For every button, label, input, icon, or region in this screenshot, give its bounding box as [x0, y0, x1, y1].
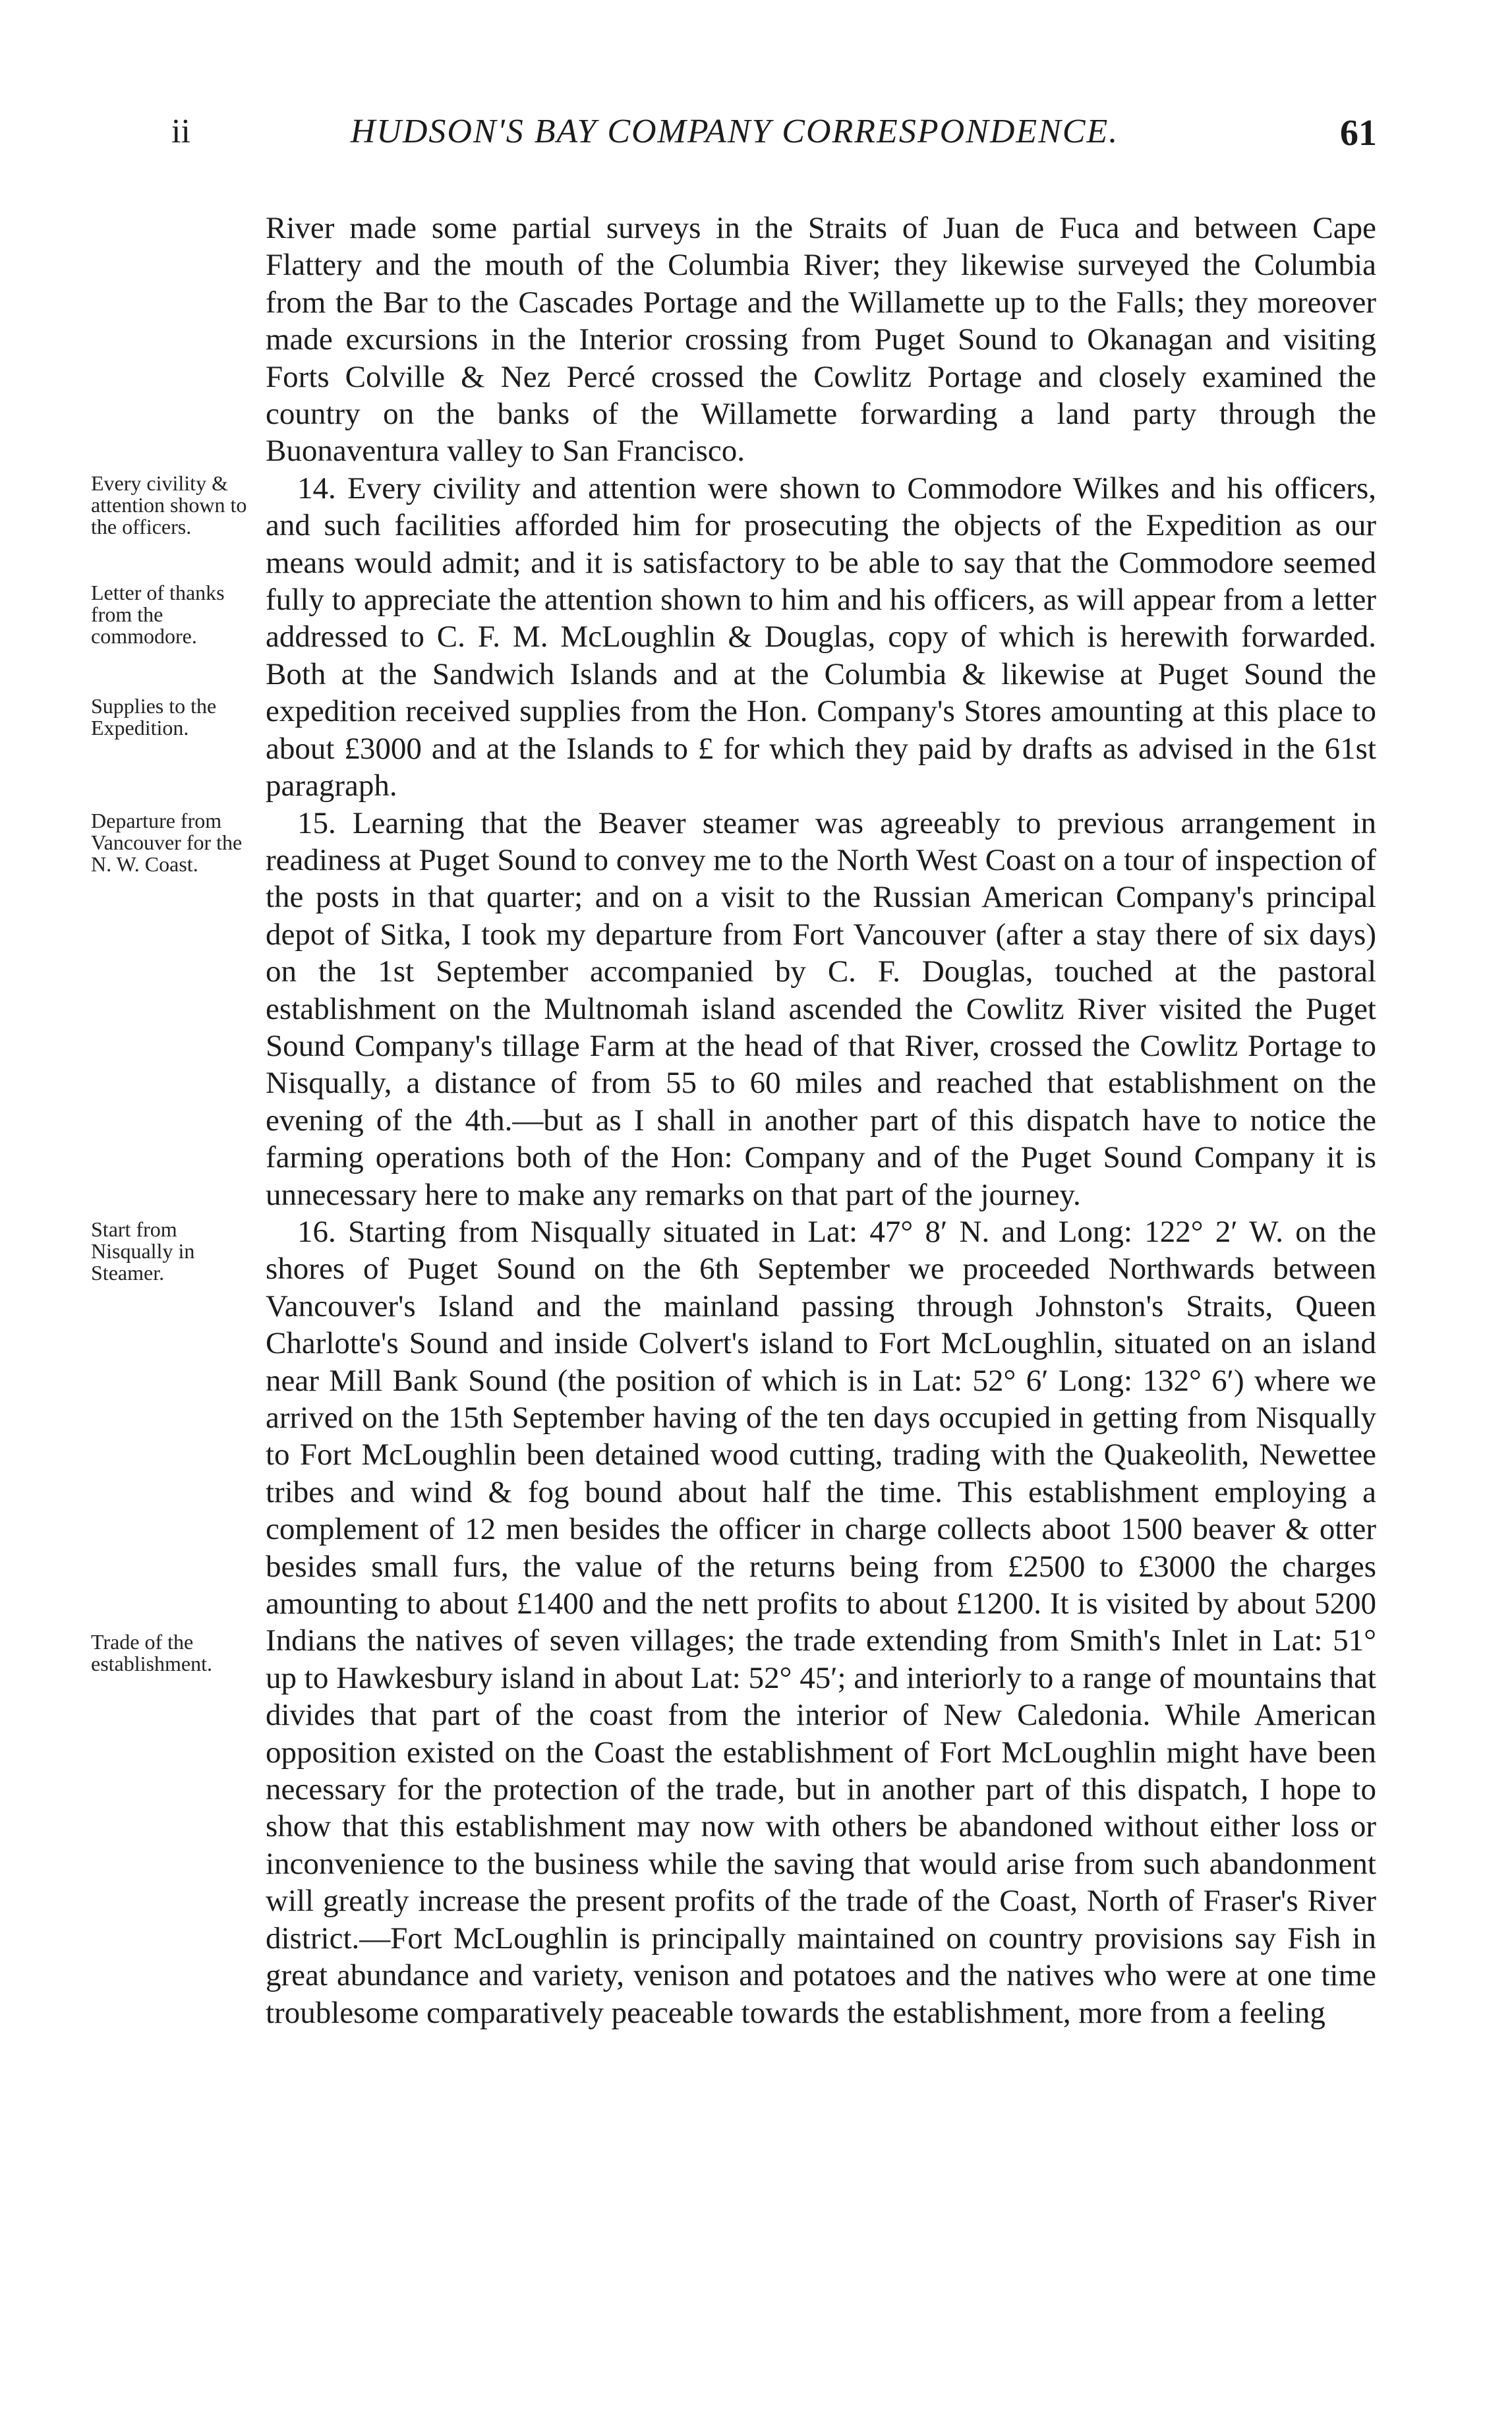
page-number: 61 [1340, 113, 1377, 154]
paragraph-text: River made some partial surveys in the Straits of Juan de Fuca and between Cape Flattery and the mouth of the Columbia River; they likewise surveyed the Columbia from the Bar to the Cascades Portage and the Willamette up to the Falls; they moreover made excursions in the Interior crossing from Puget Sound to Okanagan and visiting Forts Colville & Nez Percé crossed the Cowlitz Portage and closely examined the country on the banks of the Willamette forwarding a land party through the Buonaventura valley to San Francisco. [266, 211, 1376, 469]
margin-note-supplies: Supplies to the Expedition. [91, 693, 217, 740]
paragraph-16 [91, 1213, 1376, 2031]
paragraph-15 [91, 805, 1376, 1213]
paragraph-text: 15. Learning that the Beaver steamer was agreeably to previous arrangement in readiness at Puget Sound to convey me to the North West Coast on a tour of inspection of the posts in that quarter; and on a visit to the Russian American Company's principal depot of Sitka, I took my departure from Fort Vancouver (after a stay there of six days) on the 1st September accompanied by C. F. Douglas, touched at the pastoral establishment on the Multnomah island ascended the Cowlitz River visited the Puget Sound Company's tillage Farm at the head of that River, crossed the Cowlitz Portage to Nisqually, a distance of from 55 to 60 miles and reached that establishment on the evening of the 4th.—but as I shall in another part of this dispatch have to notice the farming operations both of the Hon: Company and of the Puget Sound Company it is unnecessary here to make any remarks on that part of the journey. [266, 805, 1376, 1212]
running-title: HUDSON'S BAY COMPANY CORRESPONDENCE. [350, 113, 1119, 150]
running-header [92, 112, 1377, 171]
margin-note-trade: Trade of the establishment. [91, 1629, 212, 1675]
paragraph-text: 14. Every civility and attention were shown to Commodore Wilkes and his officers, and such facilities afforded him for prosecuting the objects of the Expedition as our means would admit; and it is satisfactory to be able to say that the Commodore seemed fully to appreciate the attention shown to him and his officers, as will appear from a letter addressed to C. F. M. McLoughlin & Douglas, copy of which is herewith forwarded. Both at the Sandwich Islands and at the Columbia & likewise at Puget Sound the expedition received supplies from the Hon. Company's Stores amounting at this place to about £3000 and at the Islands to £ for which they paid by drafts as advised in the 61st paragraph. [266, 471, 1376, 803]
page-body [91, 210, 1376, 2031]
paragraph-13-continuation [91, 210, 1376, 470]
paragraph-text: 16. Starting from Nisqually situated in Lat: 47° 8′ N. and Long: 122° 2′ W. on the shores of Puget Sound on the 6th September we proceeded Northwards between Vancouver's Island and the mainland passing through Johnston's Straits, Queen Charlotte's Sound and inside Colvert's island to Fort McLoughlin, situated on an island near Mill Bank Sound (the position of which is in Lat: 52° 6′ Long: 132° 6′) where we arrived on the 15th September having of the ten days occupied in getting from Nisqually to Fort McLoughlin been detained wood cutting, trading with the Quakeolith, Newettee tribes and wind & fog bound about half the time. This establishment employing a complement of 12 men besides the officer in charge collects aboot 1500 beaver & otter besides small furs, the value of the returns being from £2500 to £3000 the charges amounting to about £1400 and the nett profits to about £1200. It is visited by about 5200 Indians the natives of seven villages; the trade extending from Smith's Inlet in Lat: 51° up to Hawkesbury island in about Lat: 52° 45′; and interiorly to a range of mountains that divides that part of the coast from the interior of New Caledonia. While American opposition existed on the Coast the establishment of Fort McLoughlin might have been necessary for the protection of the trade, but in another part of this dispatch, I hope to show that this establishment may now with others be abandoned without either loss or inconvenience to the business while the saving that would arise from such abandonment will greatly increase the present profits of the trade of the Coast, North of Fraser's River district.—Fort McLoughlin is principally maintained on country provisions say Fish in great abundance and variety, venison and potatoes and the natives who were at one time troublesome comparatively peaceable towards the establishment, more from a feeling [266, 1214, 1376, 2030]
signature-mark: ii [171, 113, 190, 150]
paragraph-14 [91, 470, 1376, 805]
margin-note-letter-of-thanks: Letter of thanks from the commodore. [91, 580, 225, 648]
margin-note-departure: Departure from Vancouver for the N. W. Coast. [91, 808, 243, 876]
margin-note-civility: Every civility & attention shown to the officers. [91, 471, 247, 538]
margin-note-start-from-nisqually: Start from Nisqually in Steamer. [91, 1217, 195, 1285]
